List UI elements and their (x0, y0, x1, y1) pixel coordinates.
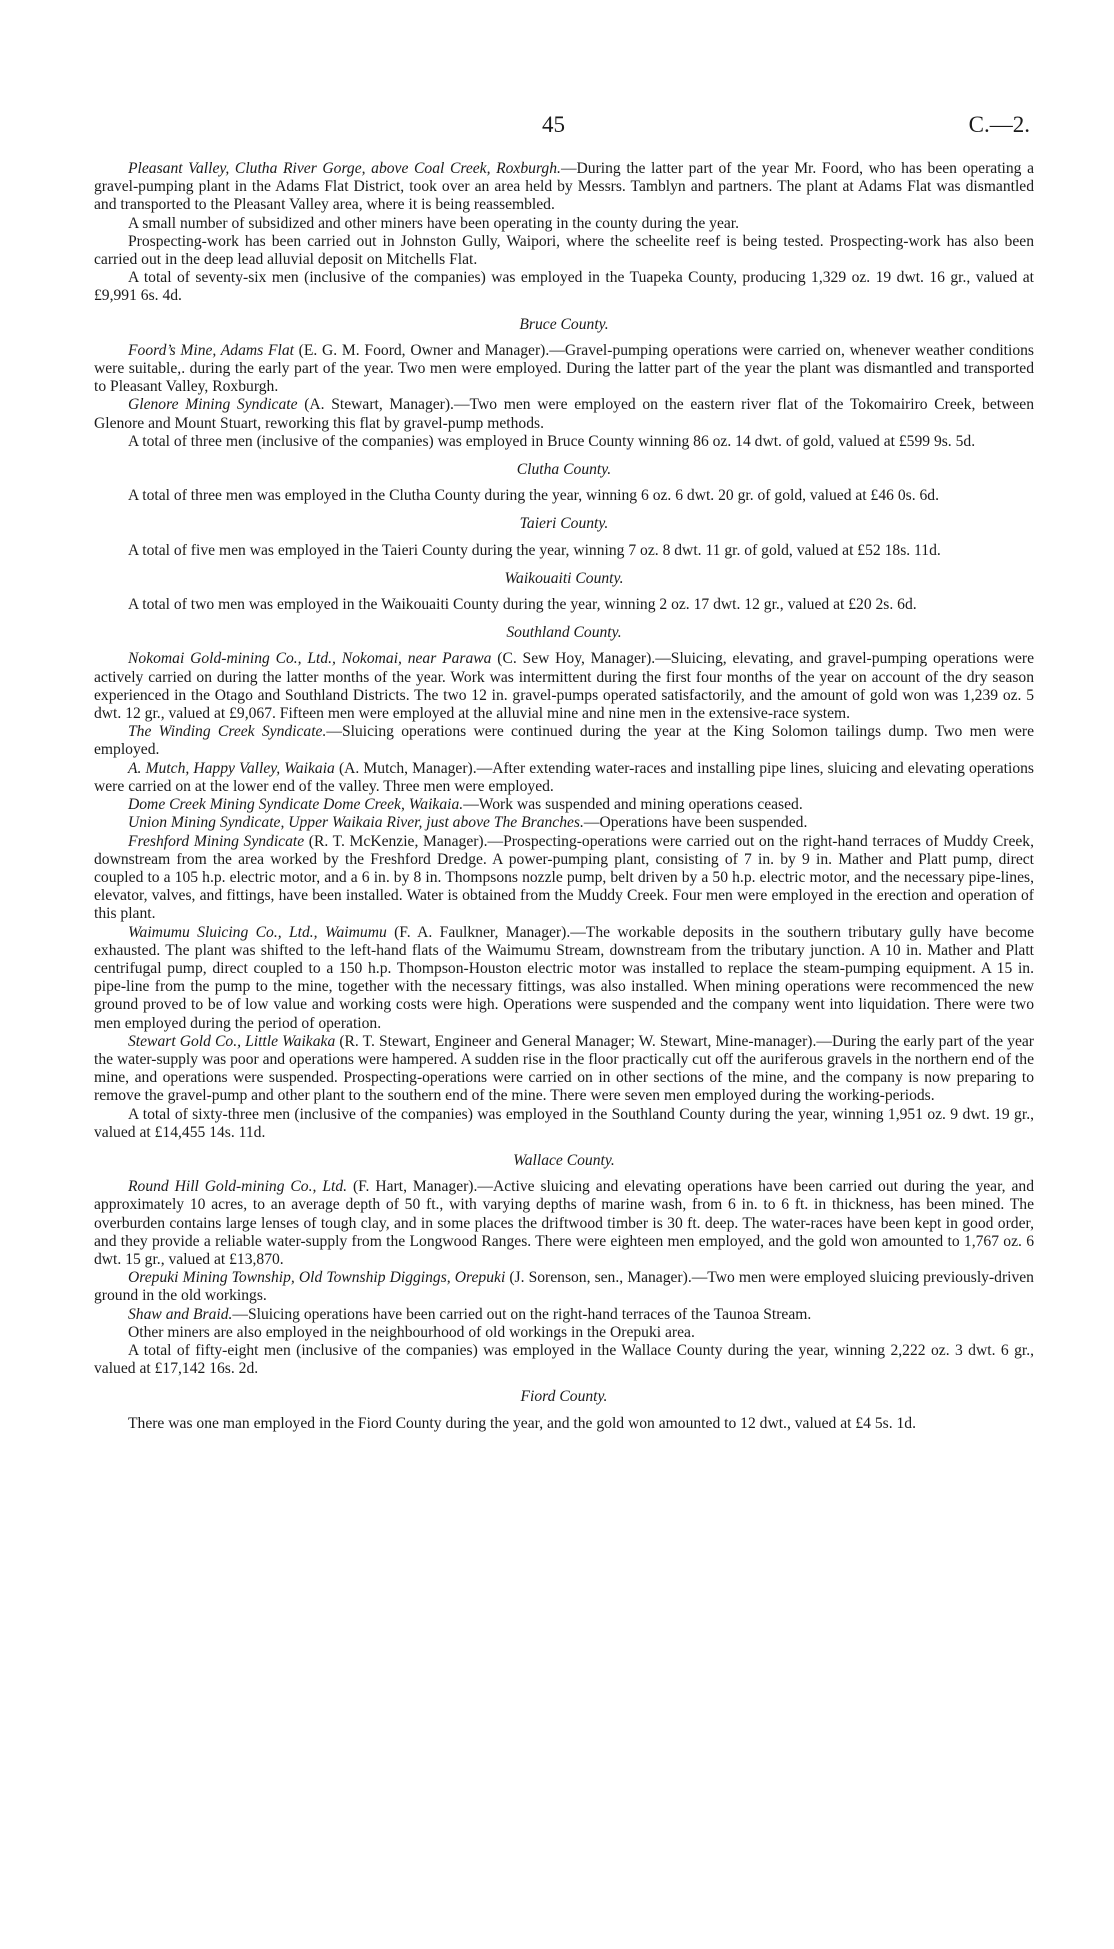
section (94, 1388, 1034, 1432)
paragraph-text: —During the latter part of the year Mr. Foord, who has been operating a gravel-pumping plant in the Adams Flat District, took over an area held by Messrs. Tamblyn and partners. The plant at Adams Flat was dismantled and transported to the Pleasant Valley area, where it is being reassembled. (94, 160, 1035, 214)
paragraph-text: (R. T. McKenzie, Manager).—Prospecting-operations were carried out on the right-hand terraces of Muddy Creek, downstream from the area worked by the Freshford Dredge. A power-pumping plant, consisting of 7 in. by 9 in. Mather and Platt pump, direct coupled to a 105 h.p. electric motor, and a 6 in. by 8 in. Thompsons nozzle pump, belt driven by a 50 h.p. electric motor, and the necessary pipe-lines, elevator, valves, and fittings, have been installed. Water is obtained from the Muddy Creek. Four men were employed in the erection and operation of this plant. (94, 832, 1034, 923)
paragraph (94, 1033, 1034, 1106)
section (94, 160, 1034, 306)
paragraph (94, 215, 1034, 233)
paragraph (94, 233, 1034, 269)
paragraph-lead: Waimumu Sluicing Co., Ltd., Waimumu (128, 923, 387, 941)
paragraph (94, 433, 1034, 451)
section (94, 1152, 1034, 1378)
paragraph-lead: Nokomai Gold-mining Co., Ltd., Nokomai, near Parawa (128, 650, 492, 668)
paragraph (94, 269, 1034, 305)
section-heading: Waikouaiti County. (504, 569, 624, 587)
paragraph-text: (J. Sorenson, sen., Manager).—Two men were employed sluicing previously-driven ground in the old workings. (94, 1269, 1034, 1305)
paragraph (94, 1269, 1034, 1305)
section (94, 461, 1034, 505)
section (94, 515, 1034, 559)
paragraph (94, 760, 1034, 796)
paragraph-lead: Union Mining Syndicate, Upper Waikaia River, just above The Branches. (128, 814, 584, 832)
paragraph-lead: Shaw and Braid. (128, 1305, 233, 1323)
section-heading: Clutha County. (516, 461, 612, 479)
paragraph (94, 1306, 1034, 1324)
paragraph-text: A total of sixty-three men (inclusive of the companies) was employed in the Southland County during the year, winning 1,951 oz. 9 dwt. 19 gr., valued at £14,455 14s. 11d. (94, 1105, 1034, 1141)
paragraph-text: (F. A. Faulkner, Manager).—The workable deposits in the southern tributary gully have become exhausted. The plant was shifted to the left-hand flats of the Waimumu Stream, downstream from the tributary junction. A 10 in. Mather and Platt centrifugal pump, direct coupled to a 150 h.p. Thompson-Houston electric motor was installed to replace the steam-pumping equipment. A 15 in. pipe-line from the pump to the mine, together with the necessary fittings, was also installed. When mining operations were recommenced the new ground proved to be of low value and working costs were high. Operations were suspended and the company went into liquidation. There were two men employed during the period of operation. (94, 923, 1034, 1032)
paragraph (94, 924, 1034, 1033)
paragraph-text: (F. Hart, Manager).—Active sluicing and elevating operations have been carried out during the year, and approximately 10 acres, to an average depth of 50 ft., with varying depths of marine wash, from 6 in. to 6 ft. in thickness, has been mined. The overburden contains large lenses of tough clay, and in some places the driftwood timber is 30 ft. deep. The water-races have been kept in good order, and they provide a reliable water-supply from the Longwood Ranges. There were eighteen men employed, and the gold won amounted to 1,767 oz. 6 dwt. 15 gr., valued at £13,870. (94, 1178, 1034, 1268)
paragraph (94, 1178, 1034, 1269)
paragraph (94, 160, 1034, 215)
paragraph-text: Other miners are also employed in the neighbourhood of old workings in the Orepuki area. (128, 1323, 695, 1341)
paragraph (94, 1324, 1034, 1342)
paragraph (94, 396, 1034, 432)
paragraph-text: (A. Stewart, Manager).—Two men were employed on the eastern river flat of the Tokomairiro Creek, between Glenore and Mount Stuart, reworking this flat by gravel-pump methods. (94, 396, 1034, 432)
paragraph (94, 833, 1034, 924)
paragraph-lead: Glenore Mining Syndicate (128, 396, 298, 414)
paragraph-lead: Foord’s Mine, Adams Flat (128, 341, 294, 359)
paragraph-text: A total of seventy-six men (inclusive of the companies) was employed in the Tuapeka County, producing 1,329 oz. 19 dwt. 16 gr., valued at £9,991 6s. 4d. (94, 269, 1034, 305)
paragraph (94, 342, 1034, 397)
section-heading: Fiord County. (520, 1388, 608, 1406)
paragraph (94, 1342, 1034, 1378)
section-heading: Taieri County. (519, 515, 609, 533)
section-heading: Southland County. (506, 624, 622, 642)
section-heading: Bruce County. (519, 315, 609, 333)
paragraph-text: There was one man employed in the Fiord County during the year, and the gold won amounted to 12 dwt., valued at £4 5s. 1d. (128, 1414, 917, 1432)
section (94, 316, 1034, 451)
paragraph-text: A small number of subsidized and other miners have been operating in the county during the year. (128, 214, 740, 232)
paragraph-lead: Dome Creek Mining Syndicate Dome Creek, Waikaia. (128, 796, 464, 814)
paragraph (94, 596, 1034, 614)
paragraph (94, 487, 1034, 505)
paragraph-lead: Round Hill Gold-mining Co., Ltd. (128, 1178, 348, 1196)
paragraph (94, 814, 1034, 832)
paragraph (94, 1106, 1034, 1142)
paragraph-text: Prospecting-work has been carried out in Johnston Gully, Waipori, where the scheelite reef is being tested. Prospecting-work has also been carried out in the deep lead alluvial deposit on Mitchells Flat. (94, 232, 1034, 269)
paragraph-text: A total of two men was employed in the Waikouaiti County during the year, winning 2 oz. 17 dwt. 12 gr., valued at £20 2s. 6d. (128, 596, 917, 614)
paragraph (94, 796, 1034, 814)
paragraph (94, 650, 1034, 723)
paragraph (94, 1415, 1034, 1433)
section (94, 570, 1034, 614)
section-heading: Wallace County. (513, 1151, 615, 1169)
paragraph-text: (A. Mutch, Manager).—After extending water-races and installing pipe lines, sluicing and elevating operations were carried on at the lower end of the valley. Three men were employed. (94, 759, 1034, 795)
paragraph (94, 542, 1034, 560)
paragraph-text: (E. G. M. Foord, Owner and Manager).—Gravel-pumping operations were carried on, whenever weather conditions were suitable,. during the early part of the year. Two men were employed. During the latter part of the year the plant was dismantled and transported to Pleasant Valley, Roxburgh. (94, 341, 1034, 396)
paragraph-lead: Stewart Gold Co., Little Waikaka (128, 1032, 336, 1050)
document-reference: C.—2. (968, 112, 1030, 137)
paragraph-text: A total of five men was employed in the Taieri County during the year, winning 7 oz. 8 dwt. 11 gr. of gold, valued at £52 18s. 11d. (128, 541, 941, 559)
paragraph-lead: The Winding Creek Syndicate. (128, 723, 327, 741)
section (94, 624, 1034, 1142)
paragraph-lead: Pleasant Valley, Clutha River Gorge, above Coal Creek, Roxburgh. (128, 160, 561, 177)
paragraph-text: (C. Sew Hoy, Manager).—Sluicing, elevating, and gravel-pumping operations were actively carried on during the latter months of the year. Work was intermittent during the first four months of the year on account of the dry season experienced in the Otago and Southland Districts. The two 12 in. gravel-pumps operated satisfactorily, and the amount of gold won was 1,239 oz. 5 dwt. 12 gr., valued at £9,067. Fifteen men were employed at the alluvial mine and nine men in the extensive-race system. (94, 650, 1034, 723)
paragraph-text: —Sluicing operations were continued during the year at the King Solomon tailings dump. Two men were employed. (94, 723, 1034, 759)
paragraph-text: A total of fifty-eight men (inclusive of the companies) was employed in the Wallace County during the year, winning 2,222 oz. 3 dwt. 6 gr., valued at £17,142 16s. 2d. (94, 1341, 1034, 1378)
paragraph-lead: A. Mutch, Happy Valley, Waikaia (128, 759, 335, 777)
paragraph (94, 723, 1034, 759)
paragraph-lead: Freshford Mining Syndicate (128, 832, 305, 850)
paragraph-text: —Work was suspended and mining operations ceased. (463, 796, 803, 814)
page-number: 45 (542, 112, 565, 137)
page-content (94, 160, 1034, 1433)
paragraph-lead: Orepuki Mining Township, Old Township Diggings, Orepuki (128, 1269, 506, 1287)
paragraph-text: —Operations have been suspended. (583, 814, 808, 832)
paragraph-text: A total of three men (inclusive of the companies) was employed in Bruce County winning 86 oz. 14 dwt. of gold, valued at £599 9s. 5d. (128, 432, 976, 450)
paragraph-text: —Sluicing operations have been carried out on the right-hand terraces of the Taunoa Stream. (232, 1305, 812, 1323)
paragraph-text: (R. T. Stewart, Engineer and General Manager; W. Stewart, Mine-manager).—During the early part of the year the water-supply was poor and operations were hampered. A sudden rise in the floor practically cut off the auriferous gravels in the northern end of the mine, and operations were suspended. Prospecting-operations were carried on in other sections of the mine, and the company is now preparing to remove the gravel-pump and other plant to the southern end of the mine. There were seven men employed during the working-periods. (94, 1032, 1034, 1105)
paragraph-text: A total of three men was employed in the Clutha County during the year, winning 6 oz. 6 dwt. 20 gr. of gold, valued at £46 0s. 6d. (128, 487, 939, 505)
